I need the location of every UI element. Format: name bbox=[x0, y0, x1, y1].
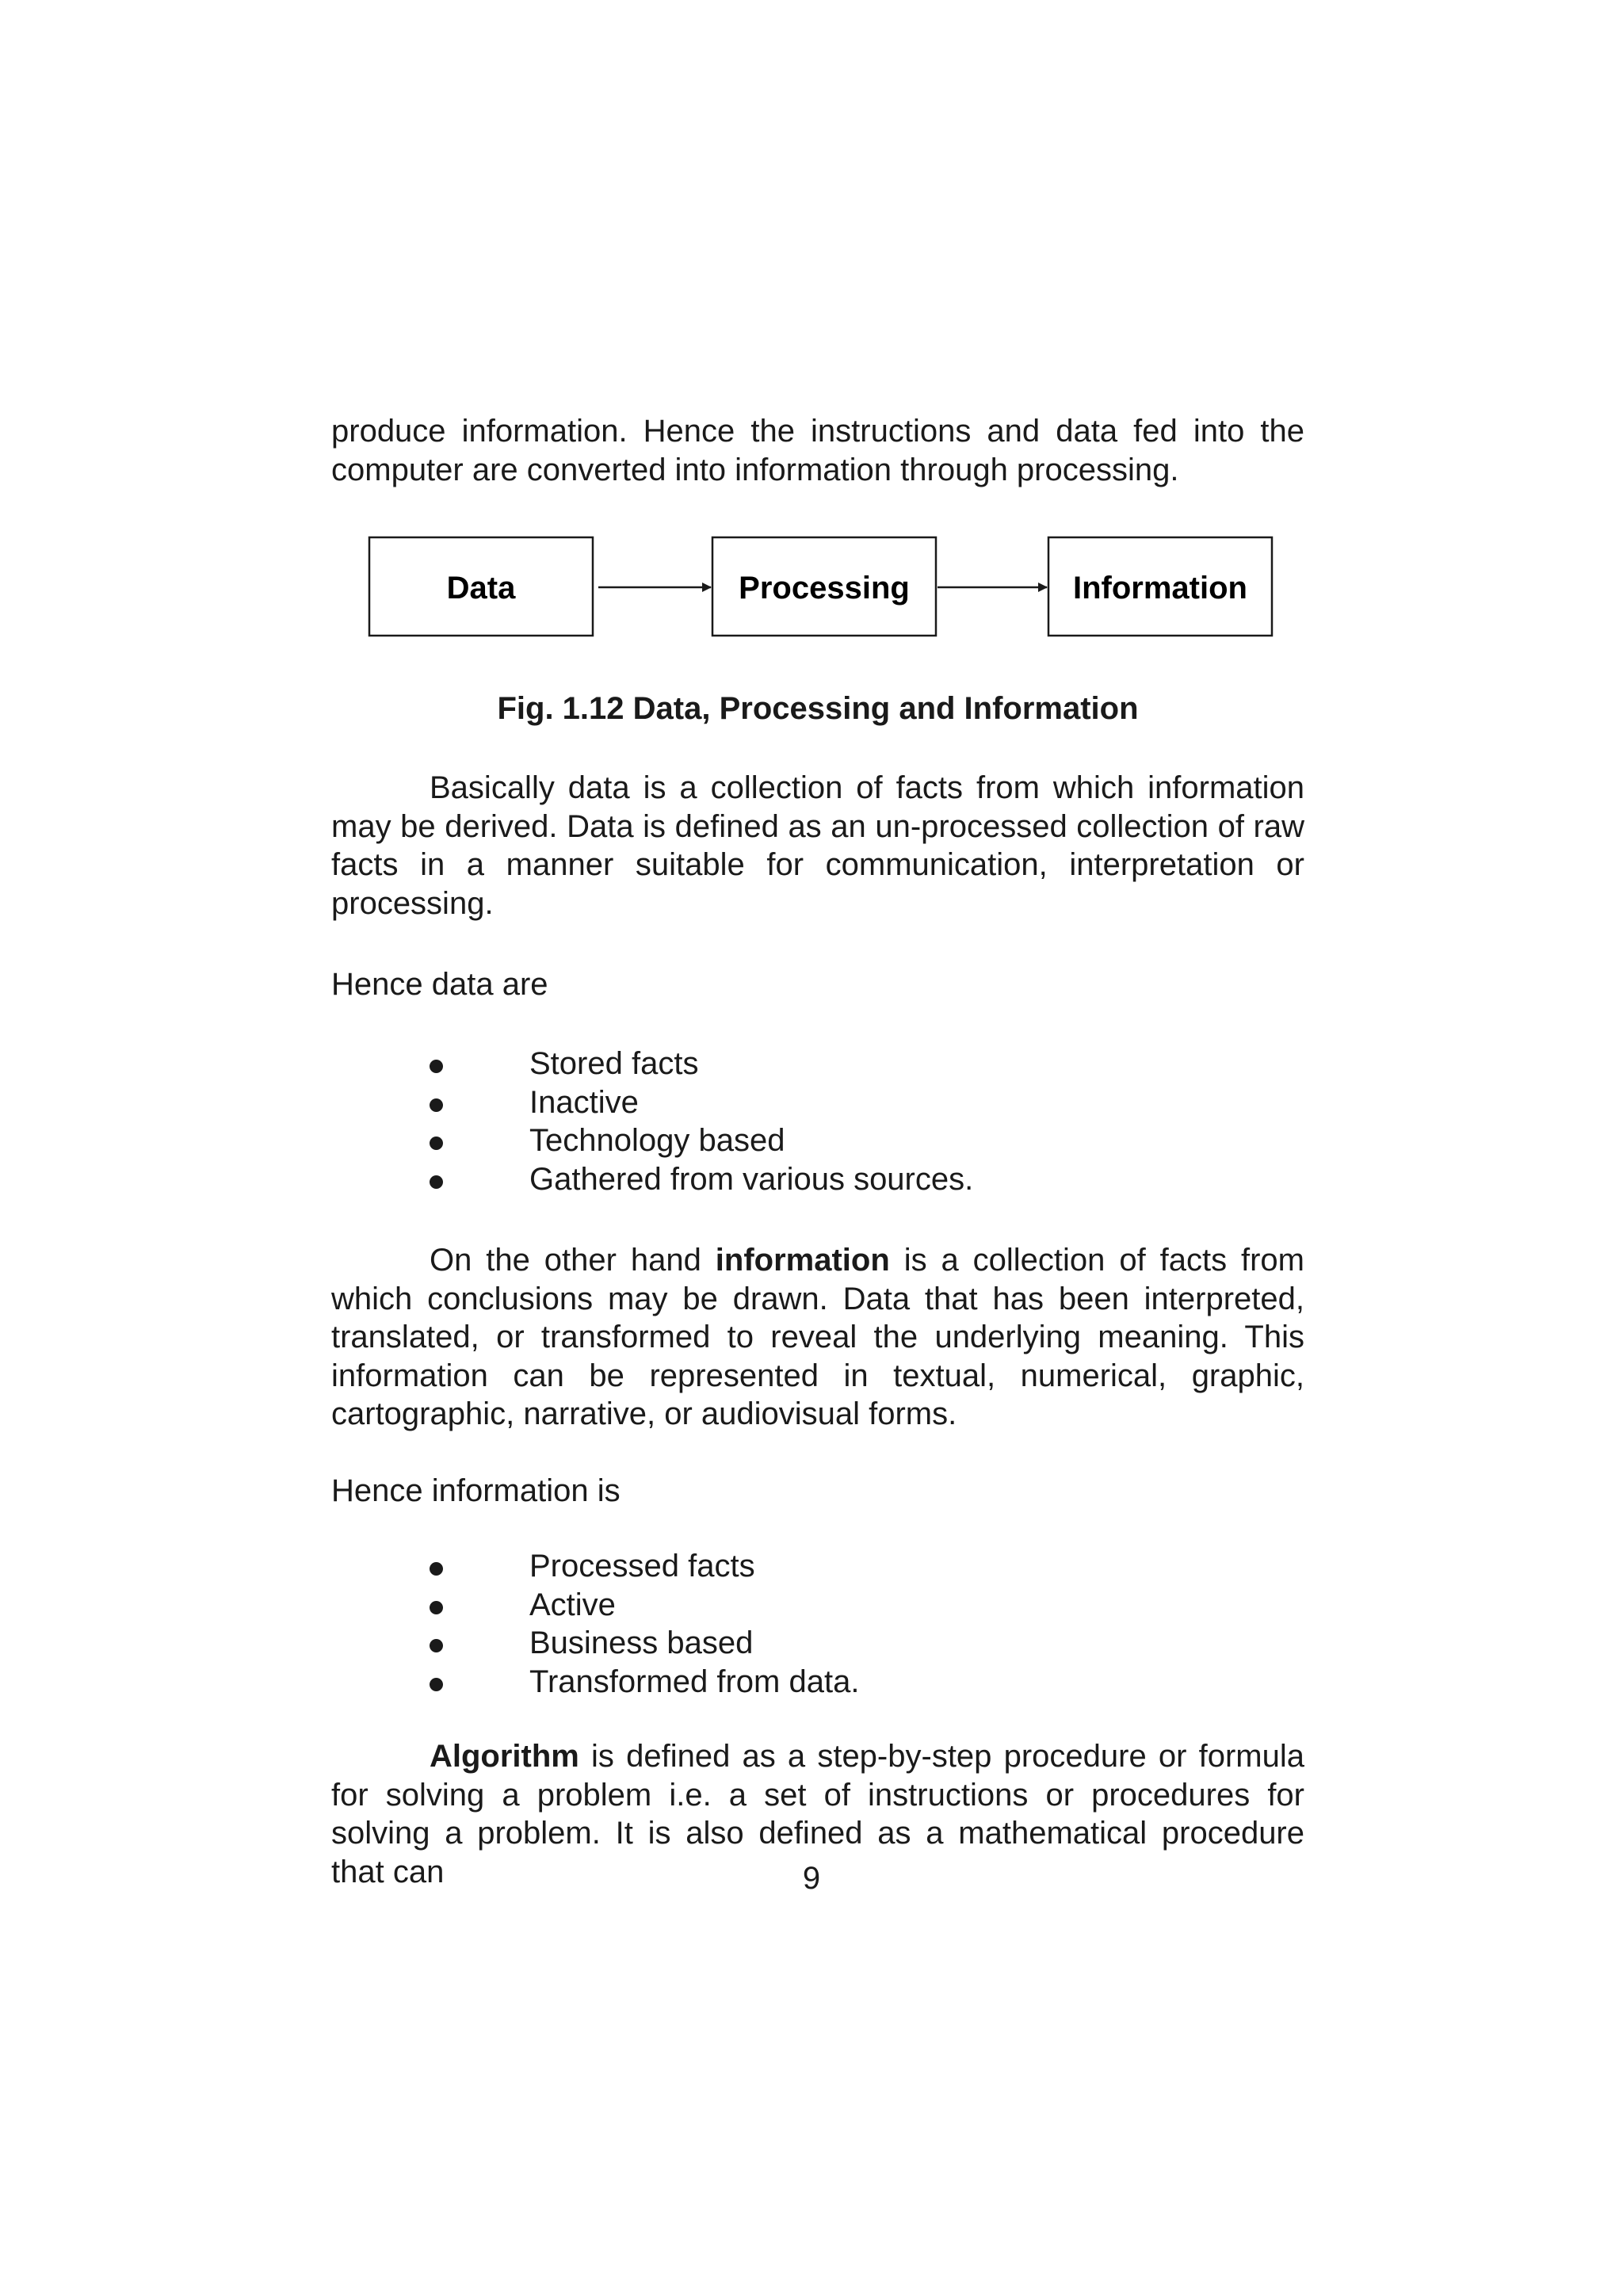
bullet-icon bbox=[430, 1562, 443, 1576]
list-item: Stored facts bbox=[331, 1045, 1304, 1083]
data-box-label: Data bbox=[446, 571, 516, 606]
information-list bbox=[331, 1547, 1304, 1701]
list-item: Processed facts bbox=[331, 1547, 1304, 1586]
bullet-icon bbox=[430, 1601, 443, 1614]
list-item: Transformed from data. bbox=[331, 1663, 1304, 1702]
intro-paragraph: produce information. Hence the instructions and data fed into the computer are converted into information through processing. bbox=[331, 414, 1304, 487]
bullet-icon bbox=[430, 1098, 443, 1112]
bullet-icon bbox=[430, 1175, 443, 1189]
list-item: Technology based bbox=[331, 1121, 1304, 1160]
bullet-icon bbox=[430, 1678, 443, 1691]
list-item: Inactive bbox=[331, 1083, 1304, 1122]
data-heading: Hence data are bbox=[331, 967, 548, 1002]
data-processing-information-diagram bbox=[0, 0, 1623, 650]
information-box-label: Information bbox=[1073, 571, 1247, 606]
data-list bbox=[331, 1045, 1304, 1198]
list-item: Active bbox=[331, 1586, 1304, 1625]
algorithm-paragraph: Algorithm is defined as a step-by-step procedure or formula for solving a problem i.e. a set of instructions or procedures for solving a problem. It is also defined as a mathematical procedure that can bbox=[331, 1739, 1304, 1889]
list-item: Business based bbox=[331, 1624, 1304, 1663]
figure-caption: Fig. 1.12 Data, Processing and Information bbox=[497, 691, 1139, 726]
information-term: information bbox=[715, 1243, 890, 1278]
processing-box-label: Processing bbox=[739, 571, 910, 606]
bullet-icon bbox=[430, 1639, 443, 1652]
algorithm-term: Algorithm bbox=[430, 1739, 579, 1774]
page-number: 9 bbox=[802, 1861, 821, 1896]
information-paragraph: On the other hand information is a collection of facts from which conclusions may be drawn. Data that has been interpreted, translated, or transformed to reveal the underlying meaning. This information can be represented in textual, numerical, graphic, cartographic, narrative, or audiovisual forms. bbox=[331, 1243, 1305, 1431]
bullet-icon bbox=[430, 1137, 443, 1150]
list-item: Gathered from various sources. bbox=[331, 1160, 1304, 1199]
information-heading: Hence information is bbox=[331, 1473, 621, 1508]
data-paragraph: Basically data is a collection of facts from which information may be derived. Data is defined as an un-processed collection of raw facts in a manner suitable for communication, interpretation or processing. bbox=[331, 770, 1304, 921]
bullet-icon bbox=[430, 1060, 443, 1073]
